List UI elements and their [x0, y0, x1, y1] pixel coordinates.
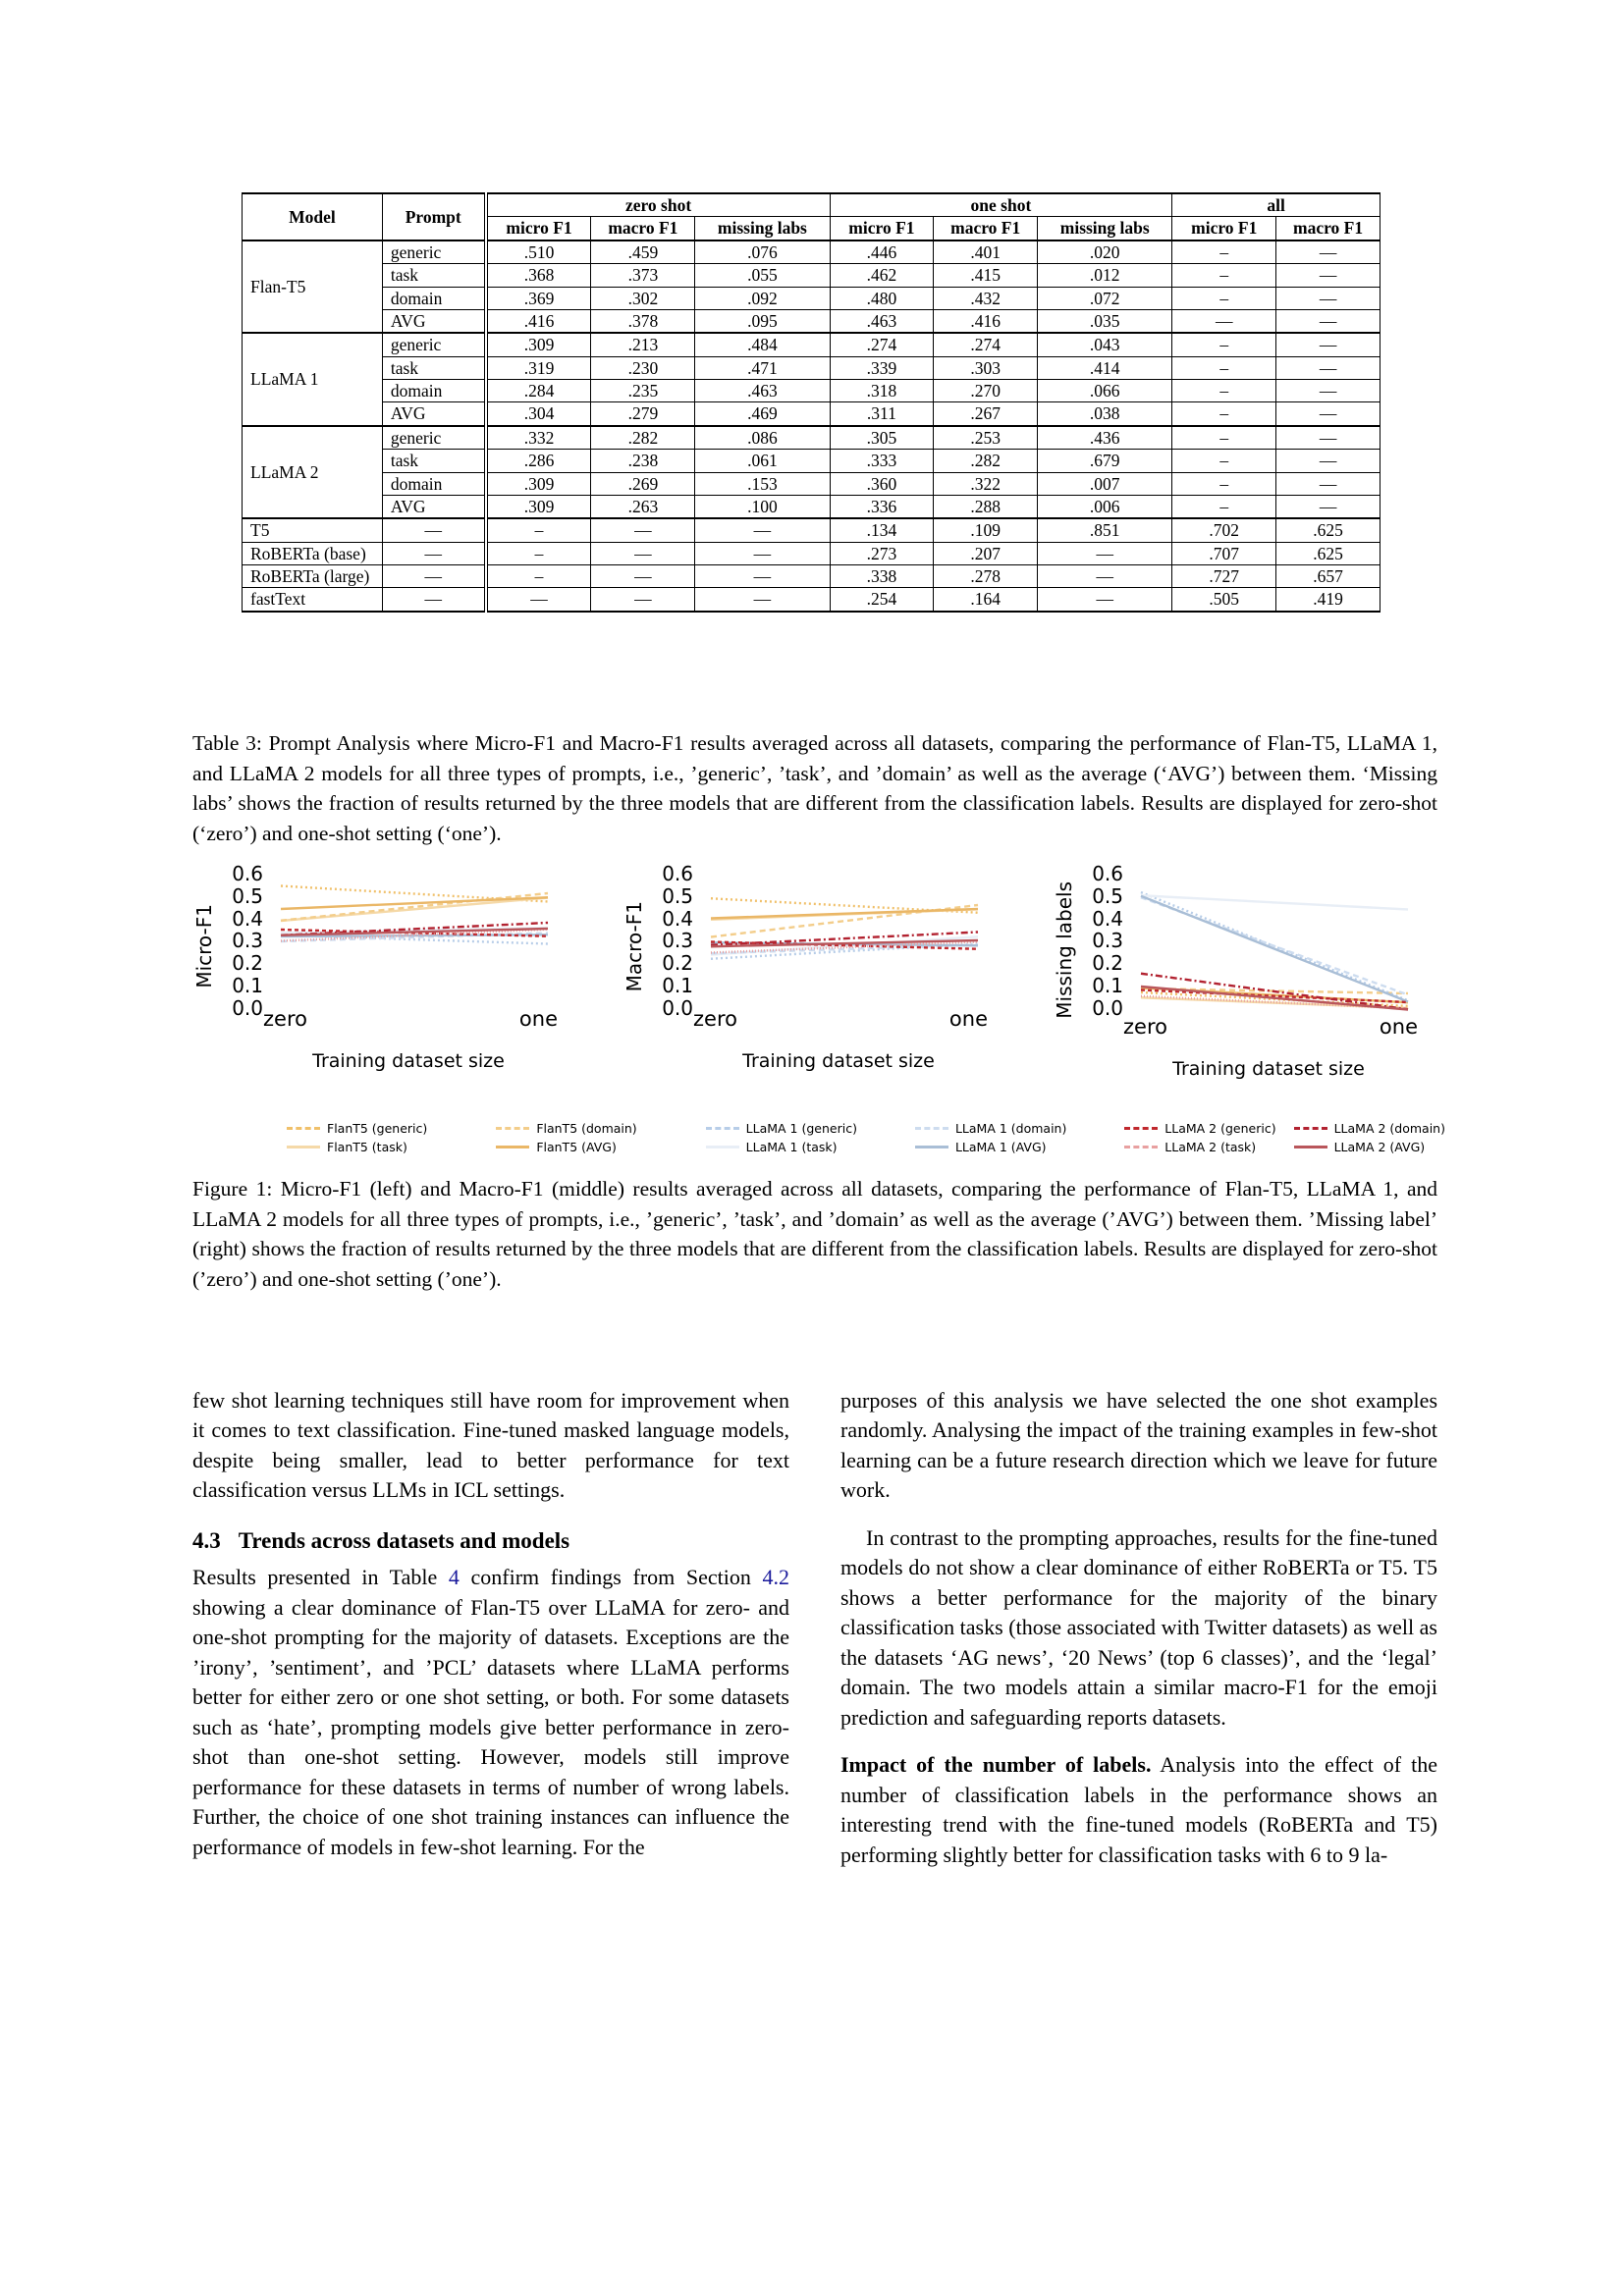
legend-swatch-icon: [1294, 1146, 1327, 1148]
series-line: [1141, 895, 1408, 909]
legend-swatch-icon: [915, 1127, 948, 1130]
cell-all-micro: .505: [1172, 588, 1276, 612]
table-row: [243, 240, 1380, 264]
cell-one-micro: .305: [830, 426, 934, 450]
y-axis-label-missing-labels: Missing labels: [1053, 881, 1076, 1019]
header-model: Model: [243, 193, 383, 240]
cell-zero-miss: —: [695, 565, 830, 588]
cell-zero-macro: .238: [591, 450, 695, 472]
y-tick: 0.0: [662, 995, 693, 1020]
y-tick: 0.6: [662, 862, 693, 885]
y-tick: 0.0: [1092, 995, 1123, 1020]
header-one-micro-f1: micro F1: [830, 217, 934, 240]
y-axis-ticks-macro-f1: [648, 862, 693, 1020]
table-row: [243, 542, 1380, 564]
legend-swatch-icon: [1124, 1146, 1158, 1148]
cell-one-macro: .164: [934, 588, 1038, 612]
row-prompt: generic: [382, 240, 485, 264]
legend-item: [706, 1121, 897, 1136]
section-heading-4-3: [192, 1527, 789, 1555]
body-right-column: [840, 1386, 1437, 1870]
legend-item: [1294, 1121, 1445, 1136]
legend-label: LLaMA 2 (task): [1164, 1140, 1257, 1154]
series-line: [1141, 896, 1408, 1002]
cell-zero-miss: .484: [695, 333, 830, 356]
cell-all-macro: .657: [1276, 565, 1380, 588]
header-zero-missing-labs: missing labs: [695, 217, 830, 240]
cell-one-miss: .072: [1038, 287, 1172, 309]
cell-one-miss: —: [1038, 565, 1172, 588]
cell-one-miss: .035: [1038, 309, 1172, 333]
x-axis-label-macro-f1: Training dataset size: [742, 1050, 935, 1072]
header-group-zero-shot: zero shot: [486, 193, 830, 217]
cell-all-macro: —: [1276, 356, 1380, 379]
cell-one-micro: .254: [830, 588, 934, 612]
y-tick: 0.3: [662, 929, 693, 953]
legend-label: LLaMA 1 (generic): [745, 1121, 857, 1136]
paragraph-gap: [840, 1506, 1437, 1523]
cell-one-macro: .432: [934, 287, 1038, 309]
cell-one-macro: .207: [934, 542, 1038, 564]
table-3-container: [242, 192, 1380, 613]
cell-all-micro: –: [1172, 240, 1276, 264]
y-tick: 0.0: [232, 995, 263, 1020]
paragraph-lead-in: Impact of the number of labels.: [840, 1752, 1152, 1778]
cell-one-miss: .006: [1038, 495, 1172, 518]
cell-one-miss: .043: [1038, 333, 1172, 356]
cell-zero-macro: .378: [591, 309, 695, 333]
legend-item: [915, 1140, 1107, 1154]
cell-zero-miss: .100: [695, 495, 830, 518]
cell-one-miss: .851: [1038, 518, 1172, 542]
cell-zero-miss: .055: [695, 264, 830, 287]
cell-zero-miss: .092: [695, 287, 830, 309]
cell-one-micro: .480: [830, 287, 934, 309]
y-tick: 0.4: [662, 906, 693, 931]
cell-all-micro: –: [1172, 333, 1276, 356]
table-header: [243, 193, 1380, 240]
y-tick: 0.3: [1092, 929, 1123, 953]
legend-label: FlanT5 (generic): [327, 1121, 428, 1136]
legend-item: [496, 1140, 687, 1154]
cell-zero-miss: .463: [695, 380, 830, 402]
section-title: Trends across datasets and models: [238, 1527, 570, 1553]
cell-all-macro: —: [1276, 240, 1380, 264]
legend-swatch-icon: [287, 1127, 320, 1130]
table-row: [243, 264, 1380, 287]
cell-one-micro: .463: [830, 309, 934, 333]
cell-one-macro: .253: [934, 426, 1038, 450]
cell-zero-miss: .076: [695, 240, 830, 264]
row-prompt: AVG: [382, 495, 485, 518]
legend-item: [496, 1121, 687, 1136]
cell-all-macro: .625: [1276, 542, 1380, 564]
cell-all-macro: .419: [1276, 588, 1380, 612]
table-row: [243, 309, 1380, 333]
table-3-caption: Table 3: Prompt Analysis where Micro-F1 and Macro-F1 results averaged across all datasets, comparing the performance of Flan-T5, LLaMA 1, and LLaMA 2 models for all three types of prompts, i.e., ’generic’, ’task’, and ’domain’ as well as the average (‘AVG’) between them. ‘Missing labs’ shows the fraction of results returned by the three models that are different from the classification labels. Results are displayed for zero-shot (‘zero’) and one-shot setting (‘one’).: [192, 731, 1437, 845]
cell-zero-miss: .095: [695, 309, 830, 333]
cell-zero-micro: .416: [486, 309, 591, 333]
table-row: [243, 287, 1380, 309]
x-tick-zero: zero: [263, 1007, 307, 1031]
text-part: showing a clear dominance of Flan-T5 over LLaMA for zero- and one-shot prompting for the majority of datasets. Exceptions are the ’irony’, ’sentiment’, and ’PCL’ datasets where LLaMA performs better for either zero or one shot setting, or both. For some datasets such as ‘hate’, prompting models give better performance in zero- shot than one-shot setting. However, models still improve performance for these datasets in terms of number of wrong labels. Further, the choice of one shot training instances can influence the performance of models in few-shot learning. For the: [192, 1594, 789, 1859]
row-prompt: —: [382, 518, 485, 542]
cell-one-macro: .415: [934, 264, 1038, 287]
header-all-macro-f1: macro F1: [1276, 217, 1380, 240]
legend-item: [915, 1121, 1107, 1136]
legend-label: FlanT5 (domain): [536, 1121, 637, 1136]
x-tick-one: one: [948, 1007, 988, 1031]
row-model-fasttext: fastText: [243, 588, 383, 612]
plot-svg-missing-labels: [1127, 864, 1422, 1011]
section-number: 4.3: [192, 1527, 221, 1553]
table-row: [243, 356, 1380, 379]
cell-one-miss: .679: [1038, 450, 1172, 472]
row-model-roberta-base: RoBERTa (base): [243, 542, 383, 564]
y-tick: 0.5: [662, 883, 693, 908]
plot-area-missing-labels: [1127, 864, 1422, 1011]
row-model-roberta-large: RoBERTa (large): [243, 565, 383, 588]
cell-one-macro: .282: [934, 450, 1038, 472]
cell-all-macro: —: [1276, 287, 1380, 309]
figure-legend: [287, 1121, 1445, 1154]
cell-zero-macro: .459: [591, 240, 695, 264]
y-tick: 0.6: [1092, 862, 1123, 885]
paragraph-continued: few shot learning techniques still have room for improvement when it comes to text classification. Fine-tuned masked language models, despite being smaller, lead to better performance for text classification versus LLMs in ICL settings.: [192, 1388, 789, 1503]
cell-zero-micro: .286: [486, 450, 591, 472]
plot-area-micro-f1: [267, 864, 562, 1011]
figure-1-caption: Figure 1: Micro-F1 (left) and Macro-F1 (middle) results averaged across all datasets, comparing the performance of Flan-T5, LLaMA 1, and LLaMA 2 models for all three types of prompts, i.e., ’generic’, ’task’, and ’domain’ as well as the average (’AVG’) between them. ’Missing label’ (right) shows the fraction of results returned by the three models that are different from the classification labels. Results are displayed for zero-shot (’zero’) and one-shot setting (’one’).: [192, 1177, 1437, 1291]
cell-zero-macro: .279: [591, 402, 695, 426]
x-axis-label-missing-labels: Training dataset size: [1172, 1057, 1365, 1080]
cell-zero-miss: —: [695, 542, 830, 564]
legend-swatch-icon: [706, 1127, 739, 1130]
legend-label: LLaMA 2 (generic): [1164, 1121, 1276, 1136]
row-prompt: generic: [382, 333, 485, 356]
cell-zero-macro: .373: [591, 264, 695, 287]
y-tick: 0.5: [232, 883, 263, 908]
y-tick: 0.5: [1092, 883, 1123, 908]
legend-swatch-icon: [915, 1146, 948, 1148]
legend-label: FlanT5 (AVG): [536, 1140, 617, 1154]
figure-1: [192, 862, 1445, 1158]
cell-one-miss: .436: [1038, 426, 1172, 450]
x-tick-one: one: [1379, 1014, 1418, 1039]
paragraph-continued: purposes of this analysis we have selected the one shot examples randomly. Analysing the impact of the training examples in few-shot learning can be a future research direction which we leave for future work.: [840, 1388, 1437, 1503]
legend-swatch-icon: [1124, 1127, 1158, 1130]
text-part: Analysis into the effect of the number of classification labels in the performance shows an interesting trend with the fine-tuned models (RoBERTa and T5) performing slightly better for classification tasks with 6 to 9 la-: [840, 1752, 1437, 1867]
header-zero-macro-f1: macro F1: [591, 217, 695, 240]
cell-zero-micro: –: [486, 542, 591, 564]
header-zero-micro-f1: micro F1: [486, 217, 591, 240]
cell-one-macro: .303: [934, 356, 1038, 379]
cell-all-macro: —: [1276, 426, 1380, 450]
cell-zero-micro: .309: [486, 333, 591, 356]
row-prompt: —: [382, 588, 485, 612]
row-prompt: task: [382, 356, 485, 379]
legend-item: [1124, 1140, 1275, 1154]
x-tick-one: one: [518, 1007, 558, 1031]
legend-label: LLaMA 1 (domain): [954, 1121, 1067, 1136]
paragraph-impact-labels: [840, 1750, 1437, 1870]
row-prompt: task: [382, 264, 485, 287]
cell-all-micro: –: [1172, 356, 1276, 379]
cell-zero-micro: .284: [486, 380, 591, 402]
cell-one-macro: .416: [934, 309, 1038, 333]
legend-item: [287, 1140, 478, 1154]
plot-svg-macro-f1: [697, 864, 992, 1011]
cell-all-macro: —: [1276, 380, 1380, 402]
cell-one-miss: .007: [1038, 472, 1172, 495]
cell-one-micro: .311: [830, 402, 934, 426]
cell-one-micro: .462: [830, 264, 934, 287]
cell-one-miss: .038: [1038, 402, 1172, 426]
cell-zero-macro: .282: [591, 426, 695, 450]
table-row: [243, 426, 1380, 450]
y-tick: 0.1: [232, 974, 263, 998]
legend-label: LLaMA 2 (AVG): [1333, 1140, 1426, 1154]
header-group-one-shot: one shot: [830, 193, 1172, 217]
cell-all-micro: —: [1172, 309, 1276, 333]
paragraph-trends: [192, 1563, 789, 1862]
legend-swatch-icon: [287, 1146, 320, 1148]
table-reference-4[interactable]: 4: [448, 1565, 460, 1590]
legend-label: LLaMA 2 (domain): [1333, 1121, 1445, 1136]
y-tick: 0.2: [232, 951, 263, 976]
cell-one-macro: .270: [934, 380, 1038, 402]
cell-one-micro: .336: [830, 495, 934, 518]
y-tick: 0.6: [232, 862, 263, 885]
table-row: [243, 402, 1380, 426]
chart-panel-macro-f1: [623, 864, 1007, 1072]
row-model-llama-1: LLaMA 1: [243, 333, 383, 426]
legend-label: FlanT5 (task): [327, 1140, 407, 1154]
table-row: [243, 565, 1380, 588]
cell-all-macro: —: [1276, 333, 1380, 356]
cell-zero-micro: .510: [486, 240, 591, 264]
legend-item: [1294, 1140, 1445, 1154]
cell-zero-macro: —: [591, 542, 695, 564]
cell-zero-micro: .309: [486, 472, 591, 495]
header-one-macro-f1: macro F1: [934, 217, 1038, 240]
row-prompt: —: [382, 542, 485, 564]
text-part: Results presented in Table: [192, 1565, 449, 1590]
cell-one-micro: .273: [830, 542, 934, 564]
cell-one-miss: .012: [1038, 264, 1172, 287]
cell-zero-micro: .368: [486, 264, 591, 287]
cell-zero-macro: .235: [591, 380, 695, 402]
cell-zero-micro: –: [486, 518, 591, 542]
series-line: [711, 909, 978, 919]
plot-svg-micro-f1: [267, 864, 562, 1011]
header-all-micro-f1: micro F1: [1172, 217, 1276, 240]
cell-all-micro: .702: [1172, 518, 1276, 542]
cell-zero-miss: .469: [695, 402, 830, 426]
x-tick-zero: zero: [1123, 1014, 1167, 1039]
cell-one-macro: .288: [934, 495, 1038, 518]
cell-all-macro: —: [1276, 450, 1380, 472]
cell-one-macro: .278: [934, 565, 1038, 588]
table-row: [243, 380, 1380, 402]
cell-all-micro: –: [1172, 450, 1276, 472]
y-axis-ticks-missing-labels: [1078, 862, 1123, 1020]
cell-all-macro: —: [1276, 472, 1380, 495]
cell-zero-micro: .332: [486, 426, 591, 450]
row-model-llama-2: LLaMA 2: [243, 426, 383, 519]
y-axis-label-macro-f1: Macro-F1: [623, 900, 646, 992]
chart-panel-missing-labels: [1053, 864, 1437, 1080]
cell-zero-macro: —: [591, 588, 695, 612]
cell-one-macro: .401: [934, 240, 1038, 264]
series-line: [281, 897, 548, 909]
cell-one-micro: .274: [830, 333, 934, 356]
cell-zero-micro: .319: [486, 356, 591, 379]
section-reference-4-2[interactable]: 4.2: [762, 1565, 790, 1590]
cell-all-micro: –: [1172, 495, 1276, 518]
y-tick: 0.3: [232, 929, 263, 953]
cell-zero-miss: .471: [695, 356, 830, 379]
cell-all-macro: —: [1276, 495, 1380, 518]
plot-area-macro-f1: [697, 864, 992, 1011]
legend-swatch-icon: [496, 1127, 529, 1130]
cell-one-micro: .333: [830, 450, 934, 472]
row-prompt: domain: [382, 287, 485, 309]
legend-swatch-icon: [706, 1146, 739, 1148]
row-prompt: domain: [382, 472, 485, 495]
cell-all-micro: –: [1172, 472, 1276, 495]
cell-all-micro: –: [1172, 264, 1276, 287]
x-tick-zero: zero: [693, 1007, 737, 1031]
cell-one-miss: —: [1038, 588, 1172, 612]
cell-zero-miss: —: [695, 588, 830, 612]
row-prompt: AVG: [382, 309, 485, 333]
legend-item: [287, 1121, 478, 1136]
cell-one-micro: .360: [830, 472, 934, 495]
cell-all-macro: —: [1276, 402, 1380, 426]
x-axis-ticks-missing-labels: [1123, 1015, 1418, 1039]
cell-zero-macro: —: [591, 518, 695, 542]
y-tick: 0.4: [1092, 906, 1123, 931]
legend-item: [706, 1140, 897, 1154]
cell-all-micro: –: [1172, 402, 1276, 426]
row-prompt: task: [382, 450, 485, 472]
cell-zero-miss: .153: [695, 472, 830, 495]
header-group-all: all: [1172, 193, 1380, 217]
y-tick: 0.1: [1092, 974, 1123, 998]
cell-zero-macro: .230: [591, 356, 695, 379]
paragraph-contrast: In contrast to the prompting approaches, results for the fine-tuned models do not show a clear dominance of either RoBERTa or T5. T5 shows a better performance for the majority of the binary classification tasks (those associated with Twitter datasets) as well as the datasets ‘AG news’, ‘20 News’ (top 6 classes)’, and the ‘legal’ domain. The two models attain a similar macro-F1 for the emoji prediction and safeguarding reports datasets.: [840, 1524, 1437, 1730]
row-prompt: domain: [382, 380, 485, 402]
chart-panel-micro-f1: [192, 864, 577, 1072]
cell-one-micro: .339: [830, 356, 934, 379]
legend-label: LLaMA 1 (AVG): [954, 1140, 1047, 1154]
legend-label: LLaMA 1 (task): [745, 1140, 838, 1154]
table-row: [243, 472, 1380, 495]
cell-zero-macro: .269: [591, 472, 695, 495]
cell-zero-micro: .304: [486, 402, 591, 426]
y-axis-label-micro-f1: Micro-F1: [192, 904, 216, 988]
legend-swatch-icon: [496, 1146, 529, 1148]
row-model-t5: T5: [243, 518, 383, 542]
cell-one-macro: .109: [934, 518, 1038, 542]
y-tick: 0.2: [662, 951, 693, 976]
cell-zero-micro: .309: [486, 495, 591, 518]
paragraph-gap: [840, 1733, 1437, 1750]
row-prompt: AVG: [382, 402, 485, 426]
cell-one-micro: .338: [830, 565, 934, 588]
row-prompt: generic: [382, 426, 485, 450]
cell-one-micro: .134: [830, 518, 934, 542]
cell-zero-macro: .213: [591, 333, 695, 356]
cell-all-macro: —: [1276, 309, 1380, 333]
cell-all-macro: —: [1276, 264, 1380, 287]
table-row: [243, 518, 1380, 542]
cell-all-micro: .707: [1172, 542, 1276, 564]
cell-one-macro: .274: [934, 333, 1038, 356]
table-row: [243, 450, 1380, 472]
y-axis-ticks-micro-f1: [218, 862, 263, 1020]
cell-one-macro: .322: [934, 472, 1038, 495]
x-axis-label-micro-f1: Training dataset size: [312, 1050, 505, 1072]
legend-item: [1124, 1121, 1275, 1136]
table-body: [243, 240, 1380, 612]
cell-all-micro: –: [1172, 380, 1276, 402]
cell-one-micro: .318: [830, 380, 934, 402]
cell-zero-micro: —: [486, 588, 591, 612]
cell-zero-miss: .086: [695, 426, 830, 450]
header-prompt: Prompt: [382, 193, 485, 240]
cell-zero-micro: –: [486, 565, 591, 588]
cell-zero-macro: —: [591, 565, 695, 588]
cell-one-miss: .066: [1038, 380, 1172, 402]
header-one-missing-labs: missing labs: [1038, 217, 1172, 240]
legend-swatch-icon: [1294, 1127, 1327, 1130]
cell-zero-miss: —: [695, 518, 830, 542]
table-row: [243, 495, 1380, 518]
row-prompt: —: [382, 565, 485, 588]
figure-panels: [192, 864, 1437, 1080]
cell-all-micro: .727: [1172, 565, 1276, 588]
row-model-flan-t5: Flan-T5: [243, 240, 383, 334]
text-part: confirm findings from Section: [459, 1565, 763, 1590]
cell-one-miss: .020: [1038, 240, 1172, 264]
table-row: [243, 588, 1380, 612]
table-row: [243, 333, 1380, 356]
cell-all-micro: –: [1172, 287, 1276, 309]
cell-zero-micro: .369: [486, 287, 591, 309]
y-tick: 0.2: [1092, 951, 1123, 976]
cell-one-micro: .446: [830, 240, 934, 264]
cell-one-macro: .267: [934, 402, 1038, 426]
table-header-row-groups: [243, 193, 1380, 217]
cell-one-miss: .414: [1038, 356, 1172, 379]
body-left-column: [192, 1386, 789, 1862]
cell-zero-miss: .061: [695, 450, 830, 472]
cell-one-miss: —: [1038, 542, 1172, 564]
cell-zero-macro: .302: [591, 287, 695, 309]
prompt-analysis-table: [242, 192, 1380, 613]
cell-all-micro: –: [1172, 426, 1276, 450]
cell-zero-macro: .263: [591, 495, 695, 518]
y-tick: 0.4: [232, 906, 263, 931]
cell-all-macro: .625: [1276, 518, 1380, 542]
y-tick: 0.1: [662, 974, 693, 998]
